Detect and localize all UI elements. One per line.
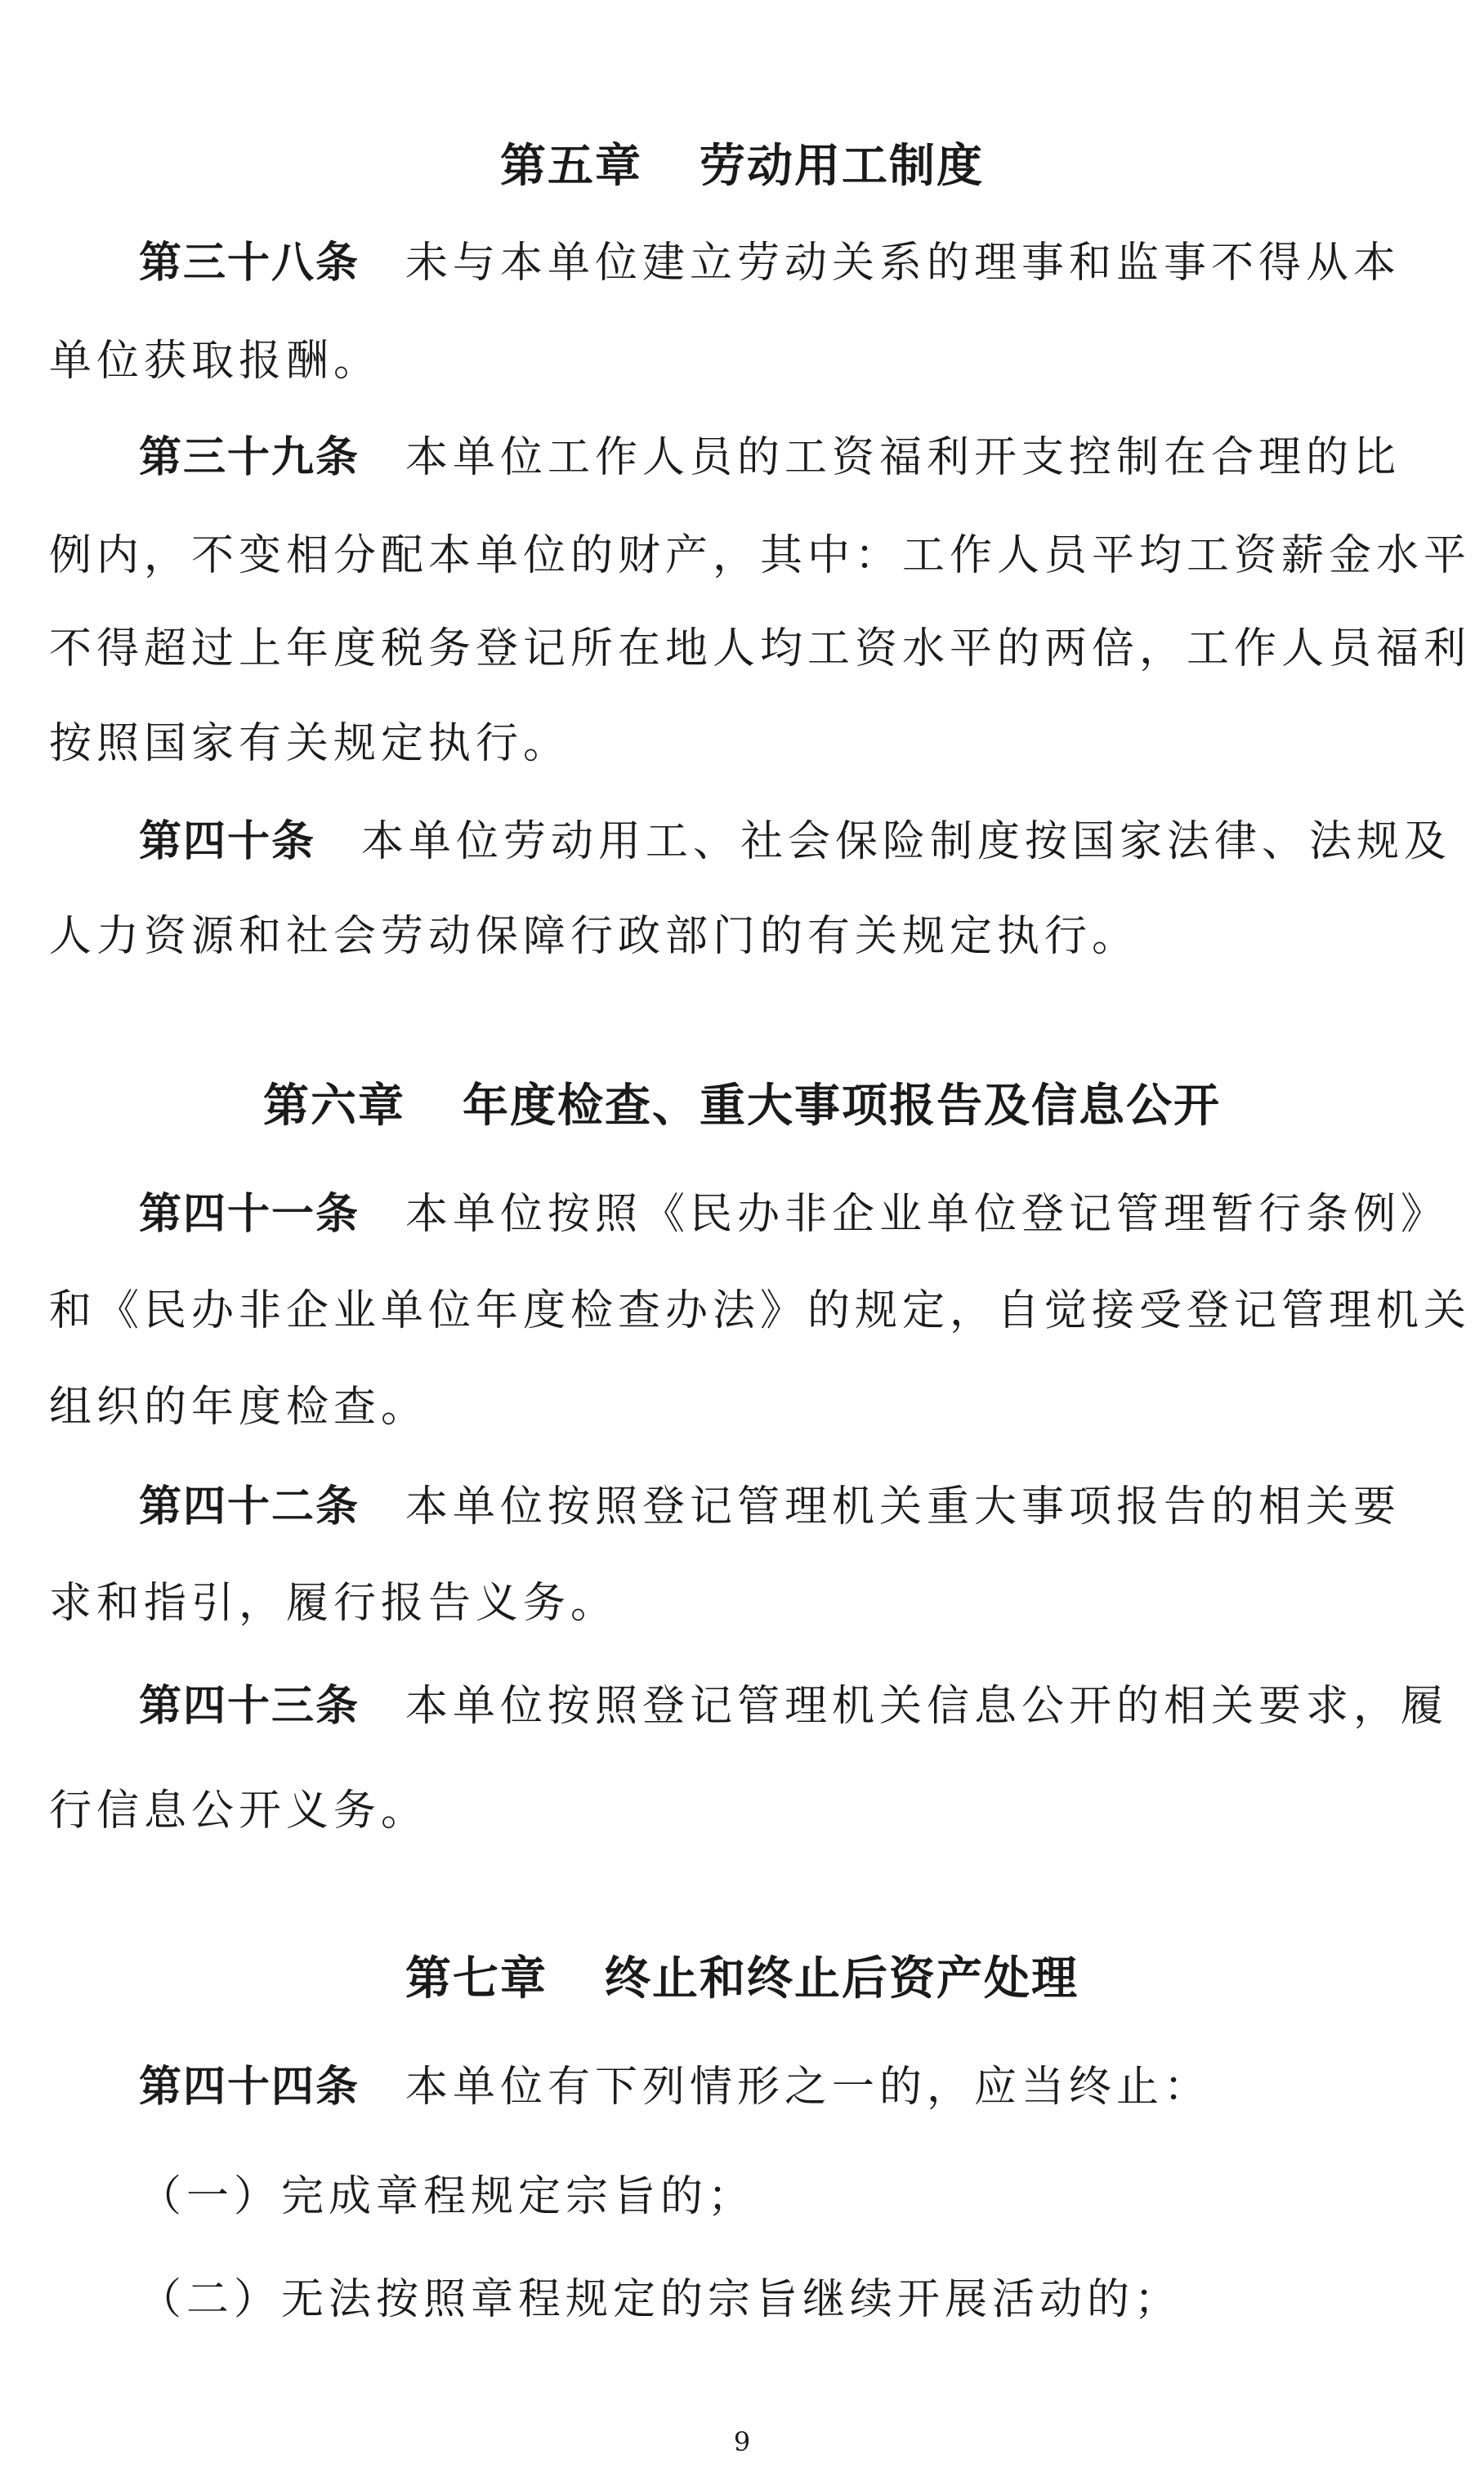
chapter-5-title: 劳动用工制度 (700, 140, 984, 193)
article-44-text-1: 本单位有下列情形之一的，应当终止： (405, 2063, 1212, 2112)
article-40-line-1 (139, 817, 1452, 866)
chapter-5-number: 第五章 (500, 140, 642, 193)
chapter-6-heading (0, 1080, 1484, 1133)
chapter-6-title: 年度检查、重大事项报告及信息公开 (463, 1080, 1221, 1133)
article-41-line-1 (139, 1190, 1449, 1239)
article-39-line-2: 例内，不变相分配本单位的财产，其中：工作人员平均工资薪金水平 (49, 531, 1472, 580)
page-number: 9 (733, 2426, 751, 2457)
article-41-line-3: 组织的年度检查。 (49, 1383, 429, 1432)
article-38-text-1: 未与本单位建立劳动关系的理事和监事不得从本 (405, 239, 1401, 288)
article-38-number: 第三十八条 (139, 239, 360, 288)
article-43-line-1 (139, 1682, 1449, 1731)
article-39-text-1: 本单位工作人员的工资福利开支控制在合理的比 (405, 433, 1401, 482)
article-43-line-2: 行信息公开义务。 (49, 1786, 429, 1835)
article-38-line-1 (139, 239, 1438, 288)
article-44-item-2: （二）无法按照章程规定的宗旨继续开展活动的； (139, 2275, 1182, 2324)
article-43-text-1: 本单位按照登记管理机关信息公开的相关要求，履 (405, 1682, 1449, 1731)
article-42-text-1: 本单位按照登记管理机关重大事项报告的相关要 (405, 1482, 1401, 1531)
article-43-number: 第四十三条 (139, 1682, 360, 1731)
article-41-text-1: 本单位按照《民办非企业单位登记管理暂行条例》 (405, 1190, 1449, 1239)
article-41-number: 第四十一条 (139, 1190, 360, 1239)
chapter-7-title: 终止和终止后资产处理 (605, 1952, 1079, 2005)
article-44-number: 第四十四条 (139, 2063, 360, 2112)
chapter-7-number: 第七章 (405, 1952, 548, 2005)
article-39-line-4: 按照国家有关规定执行。 (49, 719, 571, 768)
article-40-number: 第四十条 (139, 817, 316, 866)
chapter-6-number: 第六章 (263, 1080, 405, 1133)
article-38-line-2: 单位获取报酬。 (49, 337, 382, 386)
article-39-line-1 (139, 433, 1438, 482)
article-39-line-3: 不得超过上年度税务登记所在地人均工资水平的两倍，工作人员福利 (49, 624, 1472, 673)
article-42-line-1 (139, 1482, 1438, 1531)
article-44-line-1 (139, 2063, 1438, 2112)
chapter-7-heading (0, 1952, 1484, 2005)
article-40-text-1: 本单位劳动用工、社会保险制度按国家法律、法规及 (361, 817, 1452, 866)
article-40-line-2: 人力资源和社会劳动保障行政部门的有关规定执行。 (49, 912, 1140, 961)
article-44-item-1: （一）完成章程规定宗旨的； (139, 2172, 756, 2221)
article-39-number: 第三十九条 (139, 433, 360, 482)
article-42-number: 第四十二条 (139, 1482, 360, 1531)
article-42-line-2: 求和指引，履行报告义务。 (49, 1579, 619, 1628)
chapter-5-heading (0, 140, 1484, 193)
article-41-line-2: 和《民办非企业单位年度检查办法》的规定，自觉接受登记管理机关 (49, 1286, 1472, 1335)
